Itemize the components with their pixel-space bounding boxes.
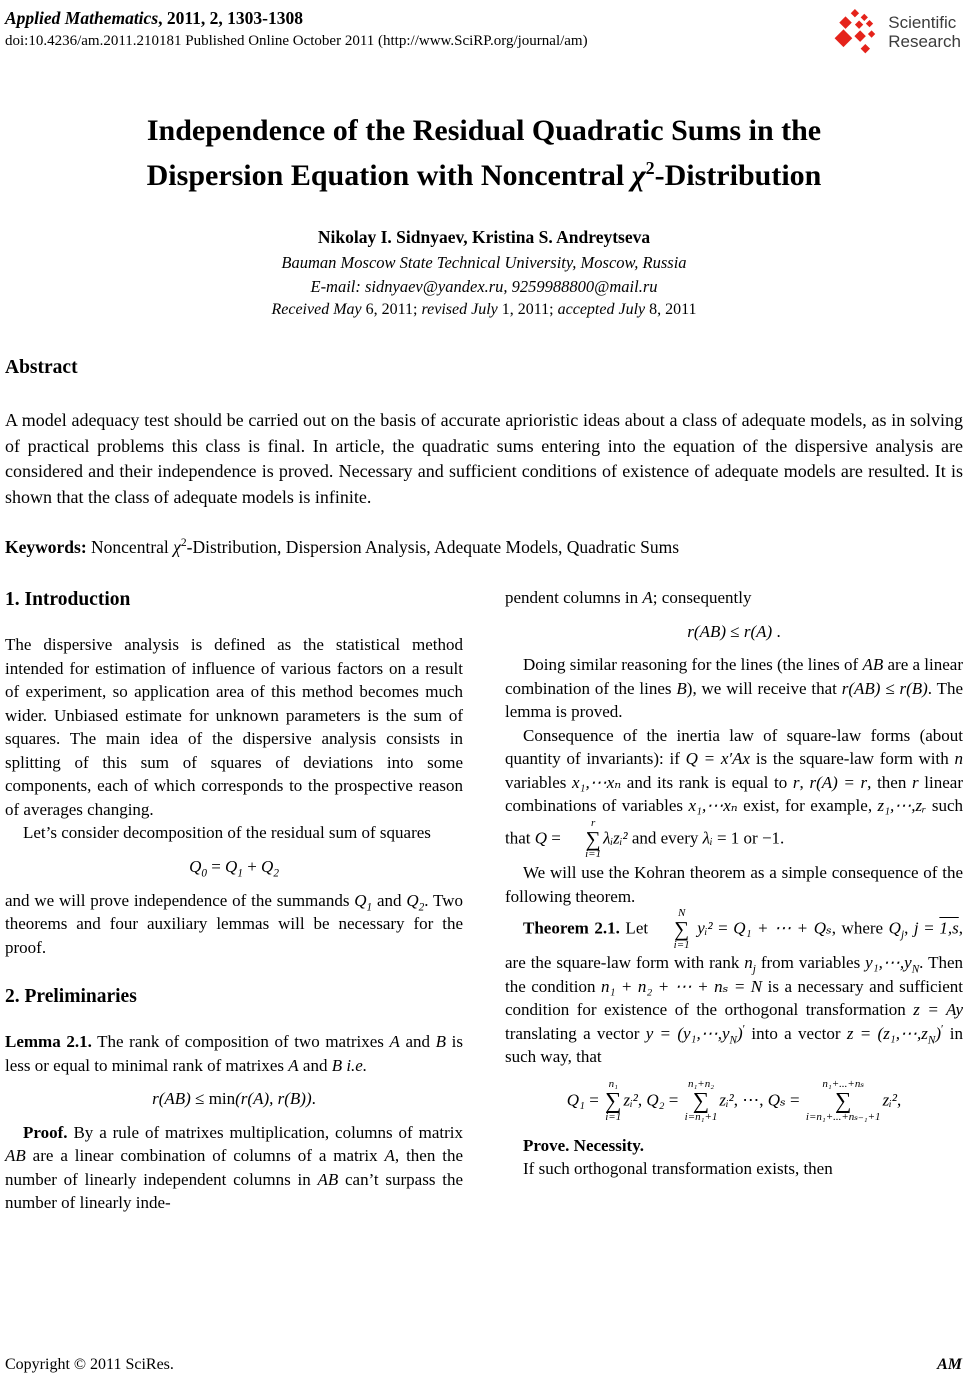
proof-label: Proof. [23, 1122, 68, 1142]
lines-reasoning-paragraph: Doing similar reasoning for the lines (the lines of AB are a linear combination of the lines B), we will receive that r(AB) ≤ r(B). The lemma is proved. [505, 655, 963, 722]
publisher-logo [831, 8, 961, 58]
inline-sum-symbol: N ∑ i=1 [656, 908, 690, 951]
keywords-label: Keywords: [5, 537, 87, 558]
overline-range: 1,s [939, 918, 959, 938]
section-heading-introduction: 1. Introduction [5, 589, 131, 611]
theorem-label: Theorem 2.1. [523, 918, 620, 938]
logo-text-line1: Scientific [888, 13, 957, 33]
left-column [5, 586, 463, 1215]
equation-q0: $Q_0 = Q_1 + Q_2$ [189, 856, 279, 880]
section-heading-preliminaries: 2. Preliminaries [5, 986, 137, 1008]
sigma-symbol: ∑ [605, 1088, 622, 1114]
authors: Nikolay I. Sidnyaev, Kristina S. Andreytseva [317, 227, 651, 247]
affiliation: Bauman Moscow State Technical University, Moscow, Russia [281, 253, 687, 272]
intro-paragraph-2: Let’s consider decomposition of the residual sum of squares [23, 823, 431, 843]
proof-paragraph: Proof. By a rule of matrixes multiplication, columns of matrix AB are a linear combination of columns of a matrix A, then the number of linearly independent columns in AB can’t surpass the number of linearly inde- [5, 1122, 463, 1213]
page-header [5, 8, 963, 58]
lemma-label: Lemma 2.1. [5, 1032, 92, 1052]
sigma-symbol: ∑ [835, 1088, 852, 1114]
two-column-body [5, 586, 963, 1215]
keywords-line: Keywords: Noncentral $\chi^2$-Distribution, Dispersion Analysis, Adequate Models, Quadratic Sums [5, 537, 680, 558]
chi-symbol: χ [631, 159, 646, 192]
sigma-symbol: ∑ [692, 1088, 710, 1114]
email-line: E-mail: sidnyaev@yandex.ru, 9259988800@mail.ru [310, 277, 658, 296]
abstract-heading: Abstract [5, 357, 78, 378]
sum-symbol-2: n₁+n₂ ∑ i=n₁+1 [684, 1077, 718, 1124]
logo-text-line2: Research [888, 32, 961, 51]
prove-necessity: Prove. Necessity. [523, 1135, 645, 1155]
logo-text [888, 14, 961, 51]
inline-sum-symbol: r ∑ i=1 [567, 818, 601, 861]
journal-line [5, 8, 588, 29]
logo-diamonds-icon [831, 8, 883, 58]
equation-rab-ra: r(AB) ≤ r(A) . [687, 621, 781, 641]
lemma-equation: r(AB) ≤ min(r(A), r(B)). [152, 1089, 316, 1109]
doi-line: doi:10.4236/am.2011.210181 Published Online October 2011 (http://www.SciRP.org/journal/am) [5, 33, 588, 49]
sum-symbol-3: n₁+...+nₛ ∑ i=n₁+...+nₛ₋₁+1 [805, 1077, 881, 1124]
sum-symbol-1: n₁ ∑ i=1 [605, 1077, 622, 1124]
main-equation: Q₁ = n₁ ∑ i=1 zᵢ², Q₂ = n₁+n₂ ∑ i=n₁+1 zᵢ², ⋯, Qₛ = n₁+...+nₛ ∑ i=n₁+...+nₛ₋₁+1 zᵢ², [566, 1077, 902, 1124]
sigma-symbol: ∑ [585, 826, 601, 851]
intro-paragraph-1: The dispersive analysis is defined as the statistical method intended for estimation of influence of various factors on a result of experiment, so application area of this method becomes much wider. Unbiased estimate for unknown parameters is the sum of squares. The main idea of the dispersive analysis consists in splitting of this sum of squares of deviations into some components, each of which corresponds to the prospective reason of averages changing. [5, 635, 463, 819]
intro-paragraph-3: and we will prove independence of the summands $Q_1$ and $Q_2$. Two theorems and four auxiliary lemmas will be necessary for the proof. [5, 890, 464, 957]
chi-symbol: χ [173, 537, 181, 558]
theorem-paragraph: Theorem 2.1. Let N ∑ i=1 yᵢ² = Q₁ + ⋯ + Qₛ, where $Q_j$, j = 1,s, are the square-law form with rank $n_j$ from variables $y_1,\cdots,y_N$. Then the condition n₁ + n₂ + ⋯ + nₛ = N is a necessary and sufficient condition for existence of the orthogonal transformation z = Ay translating a vector $y = (y_1,\cdots,y_N)'$ into a vector $z = (z_1,\cdots,z_N)'$ in such way, that [505, 907, 963, 1067]
lemma-paragraph: Lemma 2.1. The rank of composition of two matrixes A and B is less or equal to minimal rank of matrixes A and B i.e. [5, 1032, 463, 1075]
footer-copyright: Copyright © 2011 SciRes. [5, 1356, 174, 1373]
page-footer [5, 1356, 962, 1374]
journal-info [5, 8, 588, 50]
continuation-paragraph: pendent columns in A; consequently [505, 588, 752, 608]
right-column [505, 586, 963, 1215]
sigma-symbol: ∑ [674, 916, 690, 941]
paper-title: Independence of the Residual Quadratic Sums in the Dispersion Equation with Noncentral $\chi^2$-Distribution [146, 114, 822, 192]
journal-issue: , 2011, 2, 1303-1308 [158, 8, 303, 28]
final-paragraph: If such orthogonal transformation exists, then [523, 1159, 833, 1179]
journal-name: Applied Mathematics [5, 8, 159, 28]
received-line: Received May 6, 2011; revised July 1, 2011; accepted July 8, 2011 [271, 301, 697, 318]
kohran-paragraph: We will use the Kohran theorem as a simple consequence of the following theorem. [505, 863, 963, 906]
consequence-paragraph: Consequence of the inertia law of square-law forms (about quantity of invariants): if Q = x′Ax is the square-law form with n variables x₁,⋯xₙ and its rank is equal to r, r(A) = r, then r linear combinations of variables x₁,⋯xₙ exist, for example, z₁,⋯,zᵣ such that Q = r ∑ i=1 λᵢzᵢ² and every λᵢ = 1 or −1. [505, 725, 963, 861]
abstract-text: A model adequacy test should be carried out on the basis of accurate aprioristic ideas about a class of adequate models, as in solving of practical problems this class is final. In article, the quadratic sums entering into the equation of the dispersive analysis are considered and their independence is proved. Necessary and sufficient conditions of existence of adequate models are resulted. It is shown that the class of adequate models is infinite. [5, 410, 963, 507]
footer-journal-abbrev: AM [937, 1356, 962, 1373]
